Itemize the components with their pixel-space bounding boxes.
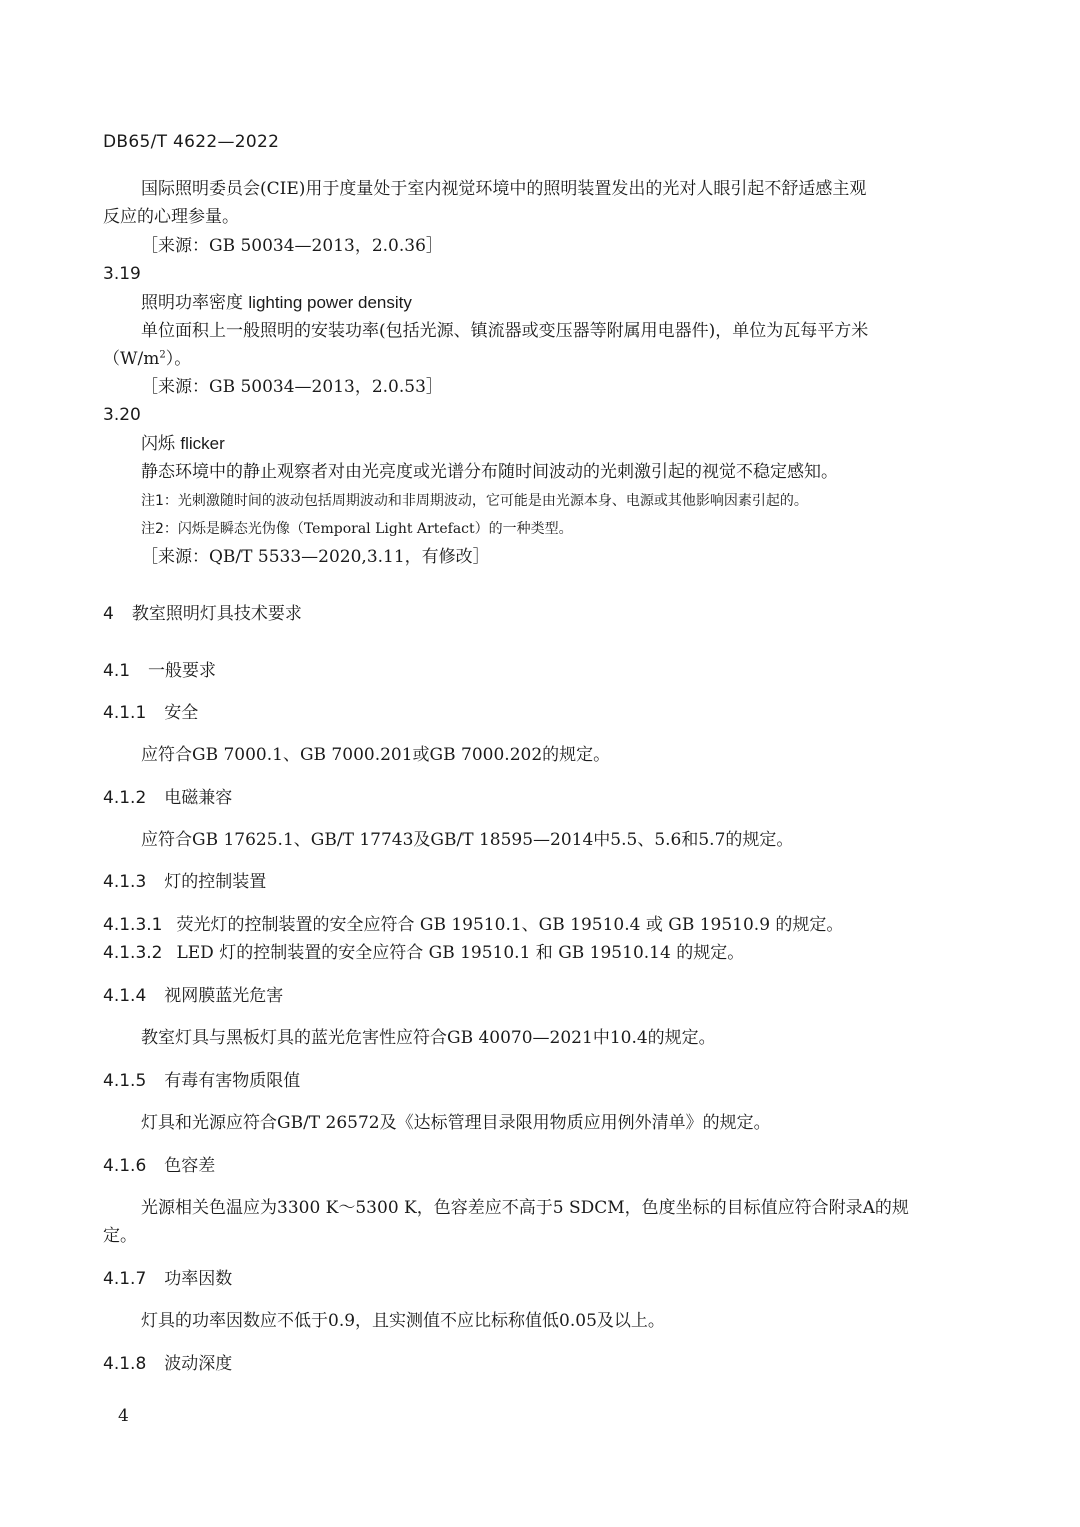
term-title: [141, 292, 412, 314]
note-label: 注2：: [141, 521, 178, 537]
subsection-text: 应符合GB 7000.1、GB 7000.201或GB 7000.202的规定。: [141, 745, 611, 765]
term-number: 3.19: [103, 264, 141, 284]
subsection-number: 4.1.2: [103, 788, 147, 808]
term-source: ［来源：GB 50034—2013，2.0.53］: [141, 377, 443, 397]
clause-text: 荧光灯的控制装置的安全应符合 GB 19510.1、GB 19510.4 或 GB 19510.9 的规定。: [176, 915, 844, 935]
term-title: [141, 433, 225, 455]
section-number: 4.1: [103, 661, 131, 681]
term-definition-line: 国际照明委员会(CIE)用于度量处于室内视觉环境中的照明装置发出的光对人眼引起不舒适感主观: [141, 179, 867, 199]
term-source: ［来源：QB/T 5533—2020,3.11，有修改］: [141, 547, 490, 567]
subsection-number: 4.1.5: [103, 1071, 147, 1091]
clause-item: [103, 942, 744, 964]
term-title-en: flicker: [180, 434, 225, 453]
subsection-heading: [103, 702, 198, 724]
subsection-title: 色容差: [164, 1156, 216, 1176]
subsection-text: 灯具和光源应符合GB/T 26572及《达标管理目录限用物质应用例外清单》的规定。: [141, 1113, 771, 1133]
term-definition: 静态环境中的静止观察者对由光亮度或光谱分布随时间波动的光刺激引起的视觉不稳定感知。: [141, 462, 838, 482]
subsection-number: 4.1.1: [103, 703, 147, 723]
subsection-number: 4.1.3: [103, 872, 147, 892]
subsection-heading: [103, 1070, 300, 1092]
term-source: ［来源：GB 50034—2013，2.0.36］: [141, 236, 443, 256]
subsection-number: 4.1.4: [103, 986, 147, 1006]
note-text: 光刺激随时间的波动包括周期波动和非周期波动，它可能是由光源本身、电源或其他影响因素引起的。: [177, 493, 808, 509]
subsection-title: 电磁兼容: [164, 788, 233, 808]
clause-number: 4.1.3.2: [103, 943, 163, 963]
term-title-cn: 闪烁: [141, 434, 175, 454]
note-2: [141, 518, 573, 540]
subsection-heading: [103, 1353, 232, 1375]
subsection-number: 4.1.6: [103, 1156, 147, 1176]
subsection-heading: [103, 985, 283, 1007]
section-heading: [103, 660, 216, 682]
subsection-heading: [103, 787, 232, 809]
note-text: 闪烁是瞬态光伪像（Temporal Light Artefact）的一种类型。: [177, 521, 573, 537]
subsection-title: 灯的控制装置: [164, 872, 267, 892]
unit-text: （W/m: [103, 349, 160, 369]
subsection-text: 灯具的功率因数应不低于0.9，且实测值不应比标称值低0.05及以上。: [141, 1311, 665, 1331]
chapter-title: 教室照明灯具技术要求: [131, 604, 302, 624]
term-definition-line: 反应的心理参量。: [103, 207, 239, 227]
page-number: 4: [118, 1406, 129, 1426]
subsection-text-line: 定。: [103, 1226, 137, 1246]
subsection-number: 4.1.8: [103, 1354, 147, 1374]
subsection-text-line: 光源相关色温应为3300 K～5300 K，色容差应不高于5 SDCM，色度坐标的目标值应符合附录A的规: [141, 1198, 909, 1218]
term-number: 3.20: [103, 405, 141, 425]
subsection-number: 4.1.7: [103, 1269, 147, 1289]
clause-text: LED 灯的控制装置的安全应符合 GB 19510.1 和 GB 19510.14 的规定。: [176, 943, 745, 963]
standard-code-header: DB65/T 4622—2022: [103, 132, 280, 152]
unit-text-end: ）。: [165, 349, 192, 369]
term-title-cn: 照明功率密度: [141, 293, 243, 313]
subsection-heading: [103, 1155, 215, 1177]
section-title: 一般要求: [148, 661, 217, 681]
subsection-title: 有毒有害物质限值: [164, 1071, 301, 1091]
term-title-en: lighting power density: [248, 293, 412, 312]
subsection-title: 功率因数: [164, 1269, 233, 1289]
subsection-title: 视网膜蓝光危害: [164, 986, 284, 1006]
unit-superscript: 2: [159, 349, 166, 361]
note-1: [141, 490, 808, 512]
clause-number: 4.1.3.1: [103, 915, 163, 935]
note-label: 注1：: [141, 493, 178, 509]
term-definition-line: 单位面积上一般照明的安装功率(包括光源、镇流器或变压器等附属用电器件)，单位为瓦每平方米: [141, 321, 869, 341]
subsection-title: 安全: [164, 703, 199, 723]
clause-item: [103, 914, 843, 936]
term-definition-line: [103, 348, 191, 370]
chapter-heading: [103, 603, 302, 625]
subsection-heading: [103, 1268, 232, 1290]
subsection-title: 波动深度: [164, 1354, 233, 1374]
chapter-number: 4: [103, 604, 114, 624]
subsection-text: 应符合GB 17625.1、GB/T 17743及GB/T 18595—2014中5.5、5.6和5.7的规定。: [141, 830, 794, 850]
subsection-heading: [103, 871, 266, 893]
subsection-text: 教室灯具与黑板灯具的蓝光危害性应符合GB 40070—2021中10.4的规定。: [141, 1028, 716, 1048]
